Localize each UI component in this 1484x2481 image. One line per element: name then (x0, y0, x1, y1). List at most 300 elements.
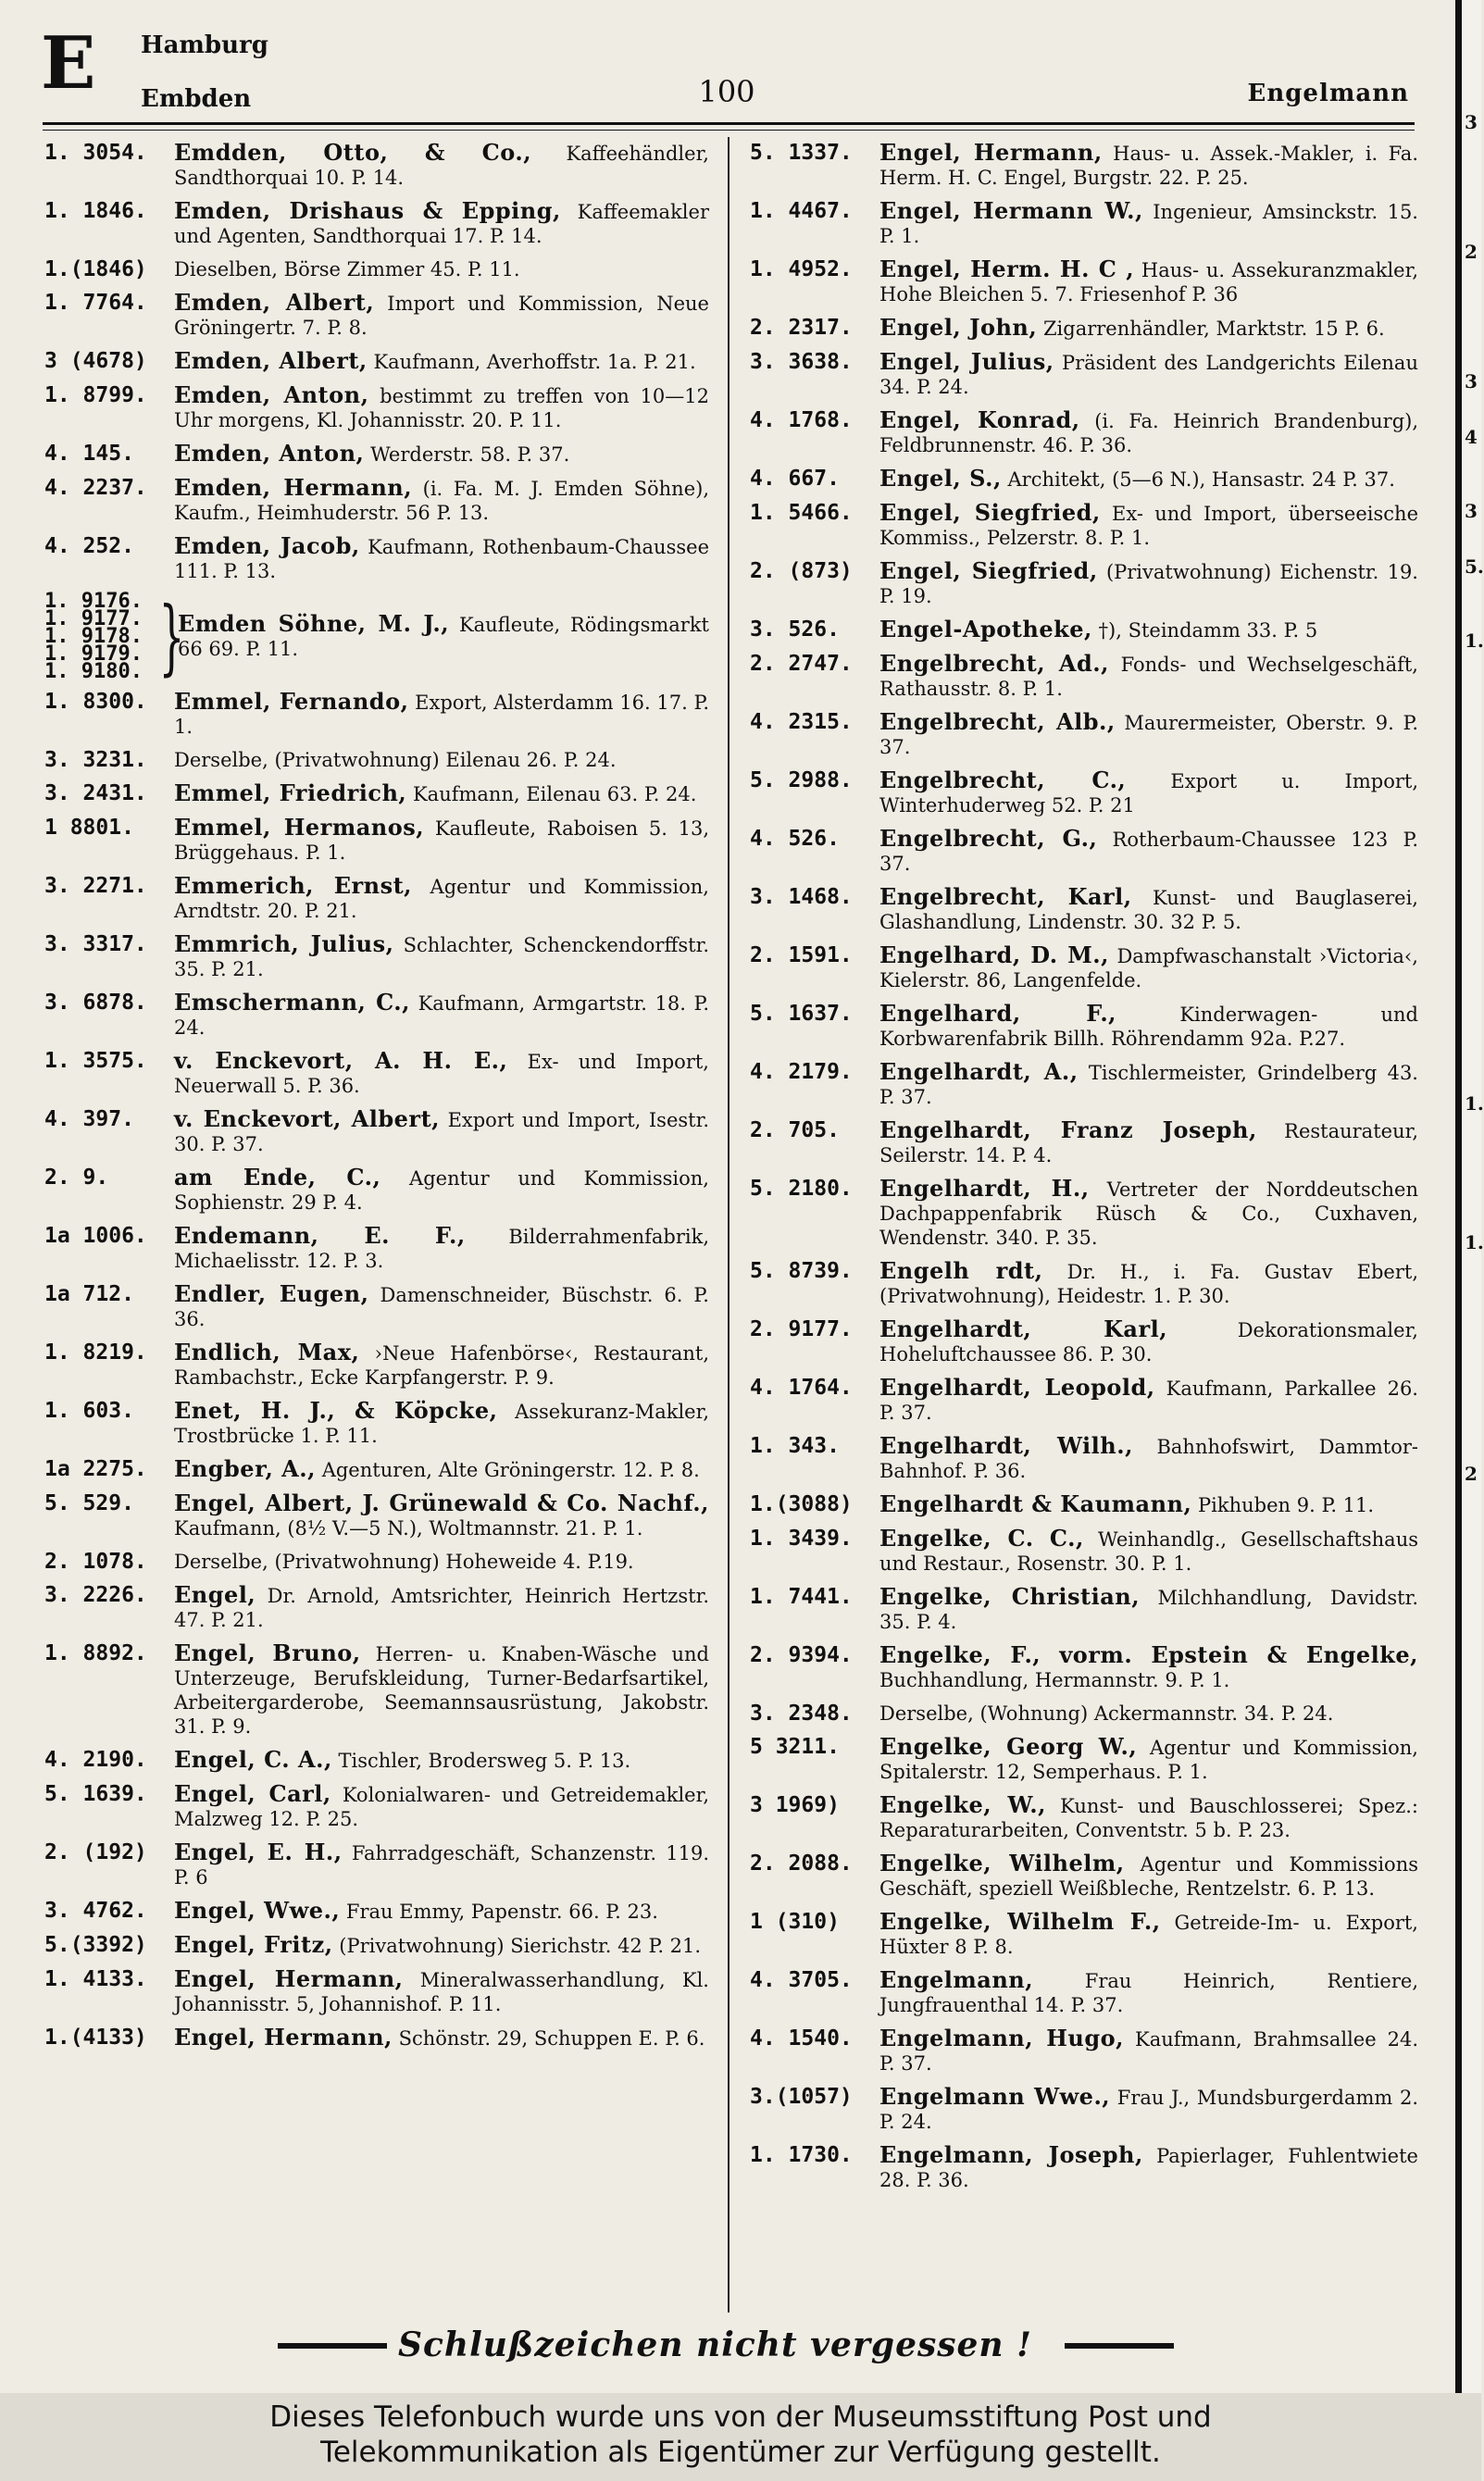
entry-name: Engel, Hermann, (174, 1965, 404, 1992)
phone-number: 5. 2180. (750, 1177, 853, 1201)
directory-entry (750, 316, 1418, 341)
entry-text (174, 690, 709, 739)
directory-entry (750, 1735, 1418, 1784)
directory-entry (750, 2085, 1418, 2134)
right-column (750, 141, 1418, 2201)
phone-number: 4. 1764. (750, 1376, 853, 1400)
header-first-entry: Embden (141, 85, 252, 113)
entry-details: Tischlermeister, Grindelberg 43. P. 37. (879, 1062, 1418, 1108)
entry-name: Endlich, Max, (174, 1339, 360, 1365)
directory-entry (750, 141, 1418, 190)
directory-entry (750, 1434, 1418, 1483)
entry-details: Frau Emmy, Papenstr. 66. P. 23. (345, 1901, 658, 1923)
entry-details: Kaufmann, Rothenbaum-Chaussee 111. P. 13. (174, 536, 709, 582)
entry-text (879, 617, 1418, 642)
phone-number: 1.(3088) (750, 1492, 853, 1516)
entry-details: Agenturen, Alte Gröningerstr. 12. P. 8. (321, 1459, 700, 1481)
entry-details: Frau J., Mundsburgerdamm 2. P. 24. (879, 2087, 1418, 2133)
directory-entry (44, 291, 709, 340)
entry-text (879, 652, 1418, 701)
phone-number: 1. 3439. (750, 1527, 853, 1551)
entry-details: Kaffeemakler und Agenten, Sandthorquai 17. P. 14. (174, 201, 709, 247)
entry-name: Engel, Hermann W., (879, 197, 1143, 224)
entry-text (174, 1166, 709, 1215)
phone-number: 1. 343. (750, 1434, 840, 1458)
entry-text (879, 1702, 1418, 1726)
entry-details: Pikhuben 9. P. 11. (1198, 1494, 1375, 1516)
entry-details: Rotherbaum-Chaussee 123 P. 37. (879, 829, 1418, 875)
directory-entry (750, 943, 1418, 992)
entry-details: Derselbe, (Privatwohnung) Hoheweide 4. P.19. (174, 1551, 634, 1573)
phone-number: 5. 1639. (44, 1782, 147, 1806)
entry-details: Dr. H., i. Fa. Gustav Ebert, (Privatwohnung), Heidestr. 1. P. 30. (879, 1261, 1418, 1307)
entry-name: Engel, Siegfried, (879, 499, 1101, 526)
entry-text (174, 199, 709, 248)
entry-text (174, 1583, 709, 1632)
directory-entry (750, 1527, 1418, 1576)
entry-details: Schönstr. 29, Schuppen E. P. 6. (398, 2027, 705, 2050)
directory-entry (44, 1748, 709, 1773)
phone-number: 4. 1540. (750, 2026, 853, 2051)
phone-number: 1. 4467. (750, 199, 853, 223)
phone-number: 2. 1591. (750, 943, 853, 967)
edge-mark: 1. (1465, 630, 1484, 652)
entry-text (879, 257, 1418, 306)
entry-details: Ingenieur, Amsinckstr. 15. P. 1. (879, 201, 1418, 247)
entry-text (174, 1782, 709, 1831)
entry-details: Kaufmann, (8½ V.—5 N.), Woltmannstr. 21. P. 1. (174, 1517, 643, 1540)
phone-number: 5.(3392) (44, 1933, 147, 1957)
entry-name: Emden, Hermann, (174, 474, 413, 501)
entry-text (879, 1118, 1418, 1167)
entry-details: Papierlager, Fuhlentwiete 28. P. 36. (879, 2145, 1418, 2191)
adjacent-page-edge (1455, 0, 1484, 2393)
entry-name: Engelbrecht, C., (879, 767, 1127, 793)
entry-text (879, 408, 1418, 457)
entry-text (879, 943, 1418, 992)
entry-details: Export, Alsterdamm 16. 17. P. 1. (174, 692, 710, 738)
directory-entry (44, 1641, 709, 1739)
entry-text (879, 1585, 1418, 1634)
entry-text (879, 1793, 1418, 1842)
phone-number: 4. 667. (750, 467, 840, 491)
entry-details: Tischler, Brodersweg 5. P. 13. (338, 1750, 631, 1772)
entry-text (879, 350, 1418, 399)
edge-mark: 1. (1465, 1092, 1484, 1115)
entry-text (879, 710, 1418, 759)
directory-entry (44, 932, 709, 981)
entry-details: Damenschneider, Büschstr. 6. P. 36. (174, 1284, 709, 1330)
phone-number: 5. 529. (44, 1491, 134, 1515)
directory-entry (750, 652, 1418, 701)
phone-number: 1. 1846. (44, 199, 147, 223)
entry-text (879, 1643, 1418, 1692)
directory-entry (750, 1118, 1418, 1167)
entry-details: ›Neue Hafenbörse‹, Restaurant, Rambachstr., Ecke Karpfangerstr. P. 9. (174, 1342, 709, 1389)
entry-details: Agentur und Kommission, Spitalerstr. 12, Semperhaus. P. 1. (879, 1737, 1418, 1783)
entry-name: Engel-Apotheke, (879, 616, 1092, 642)
edge-mark: 2 (1465, 1463, 1478, 1485)
entry-text (174, 1967, 709, 2016)
phone-number: 1. 9176. (44, 590, 143, 613)
footer-rule-left (278, 2343, 387, 2349)
phone-number: 3. 4762. (44, 1899, 147, 1923)
entry-details: Zigarrenhändler, Marktstr. 15 P. 6. (1042, 318, 1385, 340)
entry-text (174, 141, 709, 190)
entry-name: Emden, Anton, (174, 440, 365, 467)
phone-number: 3. 2348. (750, 1702, 853, 1726)
entry-details: (i. Fa. Heinrich Brandenburg), Feldbrunnenstr. 46. P. 36. (879, 410, 1419, 456)
entry-name: Engelke, Wilhelm, (879, 1850, 1125, 1876)
entry-text (174, 1840, 709, 1889)
entry-details: Kaffeehändler, Sandthorquai 10. P. 14. (174, 143, 709, 189)
directory-entry (750, 559, 1418, 608)
phone-number: 2. 2088. (750, 1851, 853, 1876)
directory-entry (44, 2026, 709, 2051)
entry-name: Emschermann, C., (174, 989, 410, 1016)
entry-details: (Privatwohnung) Eichenstr. 19. P. 19. (879, 561, 1418, 607)
phone-number: 4. 2315. (750, 710, 853, 734)
entry-details: Kunst- und Bauschlosserei; Spez.: Reparaturarbeiten, Conventstr. 5 b. P. 23. (879, 1795, 1418, 1841)
entry-details: Haus- u. Assekuranzmakler, Hohe Bleichen 5. 7. Friesenhof P. 36 (879, 259, 1418, 305)
entry-text (174, 748, 709, 772)
entry-text (174, 257, 709, 281)
edge-mark: 5. (1465, 555, 1484, 578)
entry-text (174, 476, 709, 525)
entry-text (174, 1457, 709, 1482)
phone-number: 5 3211. (750, 1735, 840, 1759)
entry-text (879, 1492, 1418, 1517)
phone-number: 4. 145. (44, 442, 134, 466)
entry-name: Engel, Herm. H. C , (879, 256, 1135, 282)
phone-number: 3.(1057) (750, 2085, 853, 2109)
entry-details: Herren- u. Knaben-Wäsche und Unterzeuge, Berufskleidung, Turner-Bedarfsartikel, Arbeitergarderobe, Seemannsausrüstung, Jakobstr. 31. P. 9. (174, 1643, 709, 1738)
phone-number: 1.(1846) (44, 257, 147, 281)
entry-text (174, 1491, 709, 1540)
entry-name: Emden, Jacob, (174, 532, 360, 559)
entry-details: Ex- und Import, Neuerwall 5. P. 36. (174, 1051, 709, 1097)
phone-number: 1. 8219. (44, 1340, 147, 1365)
phone-number: 1. 4952. (750, 257, 853, 281)
phone-number: 3. 1468. (750, 885, 853, 909)
entry-details: Ex- und Import, überseeische Kommiss., Pelzerstr. 8. P. 1. (879, 503, 1418, 549)
phone-number: 4. 2237. (44, 476, 147, 500)
entry-name: Engel, Julius, (879, 348, 1054, 375)
entry-text (879, 1060, 1418, 1109)
entry-name: Engelmann, Joseph, (879, 2141, 1143, 2168)
directory-entry (750, 1702, 1418, 1726)
entry-name: Engelhardt, Karl, (879, 1315, 1168, 1342)
phone-number: 2. (192) (44, 1840, 147, 1864)
entry-details: bestimmt zu treffen von 10—12 Uhr morgens, Kl. Johannisstr. 20. P. 11. (174, 385, 709, 431)
phone-number: 3. 3231. (44, 748, 147, 772)
entry-name: Emden, Drishaus & Epping, (174, 197, 561, 224)
entry-name: Engelbrecht, G., (879, 825, 1098, 852)
directory-entry (44, 442, 709, 467)
entry-details: (Privatwohnung) Sierichstr. 42 P. 21. (339, 1935, 702, 1957)
entry-name: Engel, Bruno, (174, 1639, 361, 1666)
phone-number: 1. 7441. (750, 1585, 853, 1609)
entry-text (174, 383, 709, 432)
entry-name: Engel, C. A., (174, 1746, 332, 1773)
phone-number: 1. 8892. (44, 1641, 147, 1665)
entry-details: Haus- u. Assek.-Makler, i. Fa. Herm. H. C. Engel, Burgstr. 22. P. 25. (879, 143, 1418, 189)
directory-entry (750, 1851, 1418, 1901)
directory-entry (750, 2026, 1418, 2076)
entry-name: Engel, John, (879, 314, 1038, 341)
directory-entry (44, 1491, 709, 1540)
entry-name: Engelke, Wilhelm F., (879, 1908, 1161, 1935)
entry-name: Engelbrecht, Alb., (879, 708, 1116, 735)
entry-name: Engel, Fritz, (174, 1931, 333, 1958)
entry-details: Fonds- und Wechselgeschäft, Rathausstr. 8. P. 1. (879, 654, 1418, 700)
entry-text (879, 1259, 1418, 1308)
entry-text (879, 827, 1418, 876)
directory-entry (750, 1259, 1418, 1308)
entry-text (879, 1910, 1418, 1959)
entry-details: Schlachter, Schenckendorffstr. 35. P. 21. (174, 934, 709, 980)
phone-number: 2. 2747. (750, 652, 853, 676)
phone-number: 1. 9180. (44, 660, 143, 683)
page-number: 100 (698, 74, 755, 109)
phone-number: 1. 9178. (44, 625, 143, 648)
phone-number: 3. 526. (750, 617, 840, 642)
entry-details: Kaufmann, Parkallee 26. P. 37. (879, 1378, 1418, 1424)
entry-name: Engelbrecht, Ad., (879, 650, 1109, 677)
entry-text (879, 1002, 1418, 1051)
header-last-entry: Engelmann (1247, 80, 1409, 107)
entry-text (879, 316, 1418, 341)
entry-name: Emden, Anton, (174, 381, 369, 408)
phone-number: 3. 2271. (44, 874, 147, 898)
entry-name: Emmel, Fernando, (174, 688, 409, 715)
directory-entry (44, 991, 709, 1040)
directory-entry (750, 1793, 1418, 1842)
entry-details: Import und Kommission, Neue Gröningertr. 7. P. 8. (174, 293, 709, 339)
phone-number: 2. 705. (750, 1118, 840, 1142)
phone-number: 2. 1078. (44, 1550, 147, 1574)
phone-number: 3. 2431. (44, 781, 147, 805)
entry-name: Engelke, C. C., (879, 1525, 1084, 1552)
edge-mark: 4 (1465, 426, 1478, 448)
entry-details: Agentur und Kommission, Arndtstr. 20. P. 21. (174, 876, 709, 922)
entry-text (879, 2143, 1418, 2192)
entry-name: Engelhard, D. M., (879, 941, 1110, 968)
phone-number: 1. 9179. (44, 642, 143, 666)
entry-details: Assekuranz-Makler, Trostbrücke 1. P. 11. (174, 1401, 710, 1447)
entry-name: Engel, (174, 1581, 256, 1608)
phone-number: 4. 3705. (750, 1968, 853, 1992)
directory-entry (44, 257, 709, 281)
phone-number: 3. 6878. (44, 991, 147, 1015)
entry-text (174, 1933, 709, 1958)
entry-text (879, 768, 1418, 817)
directory-entry (44, 1457, 709, 1482)
phone-number: 1. 5466. (750, 501, 853, 525)
phone-number: 1. 603. (44, 1399, 134, 1423)
directory-entry (750, 350, 1418, 399)
directory-entry (44, 1899, 709, 1924)
directory-entry (750, 710, 1418, 759)
directory-entry-grouped (44, 588, 709, 684)
phone-number: 1 (310) (750, 1910, 840, 1934)
entry-details: Kinderwagen- und Korbwarenfabrik Billh. Röhrendamm 92a. P.27. (879, 1004, 1418, 1050)
directory-entry (44, 1107, 709, 1156)
entry-details: Derselbe, (Wohnung) Ackermannstr. 34. P. 24. (879, 1702, 1334, 1725)
entry-text (879, 1735, 1418, 1784)
phone-number: 2. 9. (44, 1166, 109, 1190)
edge-mark: 1. (1465, 1231, 1484, 1253)
entry-name: Engel, Siegfried, (879, 557, 1098, 584)
entry-details: Bilderrahmenfabrik, Michaelisstr. 12. P. 3. (174, 1226, 709, 1272)
directory-entry (750, 1968, 1418, 2017)
edge-mark: 3 (1465, 370, 1478, 393)
entry-name: Engelhardt, Franz Joseph, (879, 1116, 1257, 1143)
phone-number: 2. 9394. (750, 1643, 853, 1667)
entry-details: Derselbe, (Privatwohnung) Eilenau 26. P. 24. (174, 749, 617, 771)
entry-name: Engel, Hermann, (879, 139, 1103, 166)
entry-details: Restaurateur, Seilerstr. 14. P. 4. (879, 1120, 1418, 1166)
entry-name: Engel, Konrad, (879, 406, 1080, 433)
entry-name: Emmel, Hermanos, (174, 814, 425, 841)
entry-name: Engelmann, Hugo, (879, 2025, 1125, 2051)
phone-number: 3. 2226. (44, 1583, 147, 1607)
directory-entry (44, 199, 709, 248)
phone-number: 1. 3575. (44, 1049, 147, 1073)
entry-text (879, 1851, 1418, 1901)
phone-number: 5. 8739. (750, 1259, 853, 1283)
entry-name: Enet, H. J., & Köpcke, (174, 1397, 498, 1424)
entry-text (174, 816, 709, 865)
entry-details: Werderstr. 58. P. 37. (370, 443, 570, 466)
directory-entry (750, 768, 1418, 817)
entry-details: Mineralwasserhandlung, Kl. Johannisstr. 5, Johannishof. P. 11. (174, 1969, 709, 2015)
entry-text (174, 874, 709, 923)
header-rule-thin (43, 130, 1415, 131)
entry-name: Engber, A., (174, 1455, 317, 1482)
directory-entry (44, 690, 709, 739)
entry-details: Architekt, (5—6 N.), Hansastr. 24 P. 37. (1007, 468, 1395, 491)
directory-entry (750, 2143, 1418, 2192)
entry-name: Engelhardt & Kaumann, (879, 1490, 1192, 1517)
entry-text (879, 2026, 1418, 2076)
directory-entry (750, 467, 1418, 492)
entry-details: Fahrradgeschäft, Schanzenstr. 119. P. 6 (174, 1842, 709, 1889)
edge-mark: 3 (1465, 111, 1478, 133)
entry-details: Kaufmann, Brahmsallee 24. P. 37. (879, 2028, 1418, 2075)
entry-name: Engelbrecht, Karl, (879, 883, 1132, 910)
entry-name: Emden, Albert, (174, 289, 375, 316)
header-city: Hamburg (141, 31, 268, 59)
entry-name: Engelhardt, A., (879, 1058, 1079, 1085)
entry-details: Dr. Arnold, Amtsrichter, Heinrich Hertzstr. 47. P. 21. (174, 1585, 709, 1631)
directory-entry (750, 1643, 1418, 1692)
phone-number: 1. 8799. (44, 383, 147, 407)
footer-rule-right (1065, 2343, 1174, 2349)
edge-mark: 2 (1465, 241, 1478, 263)
phone-number: 5. 1337. (750, 141, 853, 165)
entry-details: Kolonialwaren- und Getreidemakler, Malzweg 12. P. 25. (174, 1784, 709, 1830)
directory-entry (44, 534, 709, 583)
directory-entry (44, 1049, 709, 1098)
phone-number: 2. 9177. (750, 1317, 853, 1341)
entry-name: am Ende, C., (174, 1164, 381, 1191)
phone-number: 1. 3054. (44, 141, 147, 165)
directory-entry (44, 349, 709, 374)
entry-details: Weinhandlg., Gesellschaftshaus und Restaur., Rosenstr. 30. P. 1. (879, 1528, 1418, 1575)
entry-text (174, 1641, 709, 1739)
directory-entry (44, 1967, 709, 2016)
entry-text (879, 141, 1418, 190)
entry-text (174, 291, 709, 340)
entry-name: Engelhardt, H., (879, 1175, 1090, 1202)
entry-details: Kaufleute, Raboisen 5. 13, Brüggehaus. P. 1. (174, 817, 709, 864)
entry-details: Präsident des Landgerichts Eilenau 34. P. 24. (879, 352, 1418, 398)
phone-number: 4. 2190. (44, 1748, 147, 1772)
entry-name: Engelmann Wwe., (879, 2083, 1111, 2110)
directory-entry (44, 874, 709, 923)
directory-entry (44, 1340, 709, 1390)
phone-number: 3 (4678) (44, 349, 147, 373)
entry-text (174, 1049, 709, 1098)
directory-entry (44, 1224, 709, 1273)
phone-number: 1. 8300. (44, 690, 147, 714)
entry-text (879, 199, 1418, 248)
group-brace: } (158, 588, 185, 684)
entry-text (879, 1317, 1418, 1366)
directory-entry (750, 827, 1418, 876)
entry-details: Kaufmann, Averhoffstr. 1a. P. 21. (373, 351, 696, 373)
directory-entry (44, 1583, 709, 1632)
phone-number: 1. 9177. (44, 607, 143, 630)
phone-number: 2. (873) (750, 559, 853, 583)
directory-entry (750, 1910, 1418, 1959)
entry-text (879, 1968, 1418, 2017)
entry-name: Engel, S., (879, 465, 1002, 492)
phone-number: 2. 2317. (750, 316, 853, 340)
entry-details: Dekorationsmaler, Hoheluftchaussee 86. P. 30. (879, 1319, 1418, 1365)
phone-number: 3 1969) (750, 1793, 840, 1817)
phone-number: 3. 3317. (44, 932, 147, 956)
entry-details: Kaufleute, Rödingsmarkt 66 69. P. 11. (178, 614, 709, 660)
directory-entry (44, 141, 709, 190)
entry-name: Engelke, Christian, (879, 1583, 1141, 1610)
directory-entry (750, 1060, 1418, 1109)
directory-entry (44, 1933, 709, 1958)
directory-entry (750, 1492, 1418, 1517)
entry-name: Emden, Albert, (174, 347, 368, 374)
entry-name: Engel, Albert, J. Grünewald & Co. Nachf., (174, 1490, 709, 1516)
entry-name: Engelhard, F., (879, 1000, 1117, 1027)
directory-entry (750, 617, 1418, 642)
entry-name: Endemann, E. F., (174, 1222, 466, 1249)
phone-number: 4. 252. (44, 534, 134, 558)
phone-number: 1. 7764. (44, 291, 147, 315)
directory-entry (750, 501, 1418, 550)
entry-text (879, 885, 1418, 934)
entry-details: Kaufmann, Armgartstr. 18. P. 24. (174, 992, 709, 1039)
entry-details: Maurermeister, Oberstr. 9. P. 37. (879, 712, 1418, 758)
entry-name: Engelhardt, Wilh., (879, 1432, 1133, 1459)
entry-details: Dieselben, Börse Zimmer 45. P. 11. (174, 258, 520, 281)
entry-text (174, 1224, 709, 1273)
entry-details: Kunst- und Bauglaserei, Glashandlung, Lindenstr. 30. 32 P. 5. (879, 887, 1418, 933)
directory-entry (750, 257, 1418, 306)
entry-details: (i. Fa. M. J. Emden Söhne), Kaufm., Heimhuderstr. 56 P. 13. (174, 478, 709, 524)
entry-text (174, 1399, 709, 1448)
entry-details: Frau Heinrich, Rentiere, Jungfrauenthal 14. P. 37. (879, 1970, 1418, 2016)
entry-name: Engelke, W., (879, 1791, 1046, 1818)
